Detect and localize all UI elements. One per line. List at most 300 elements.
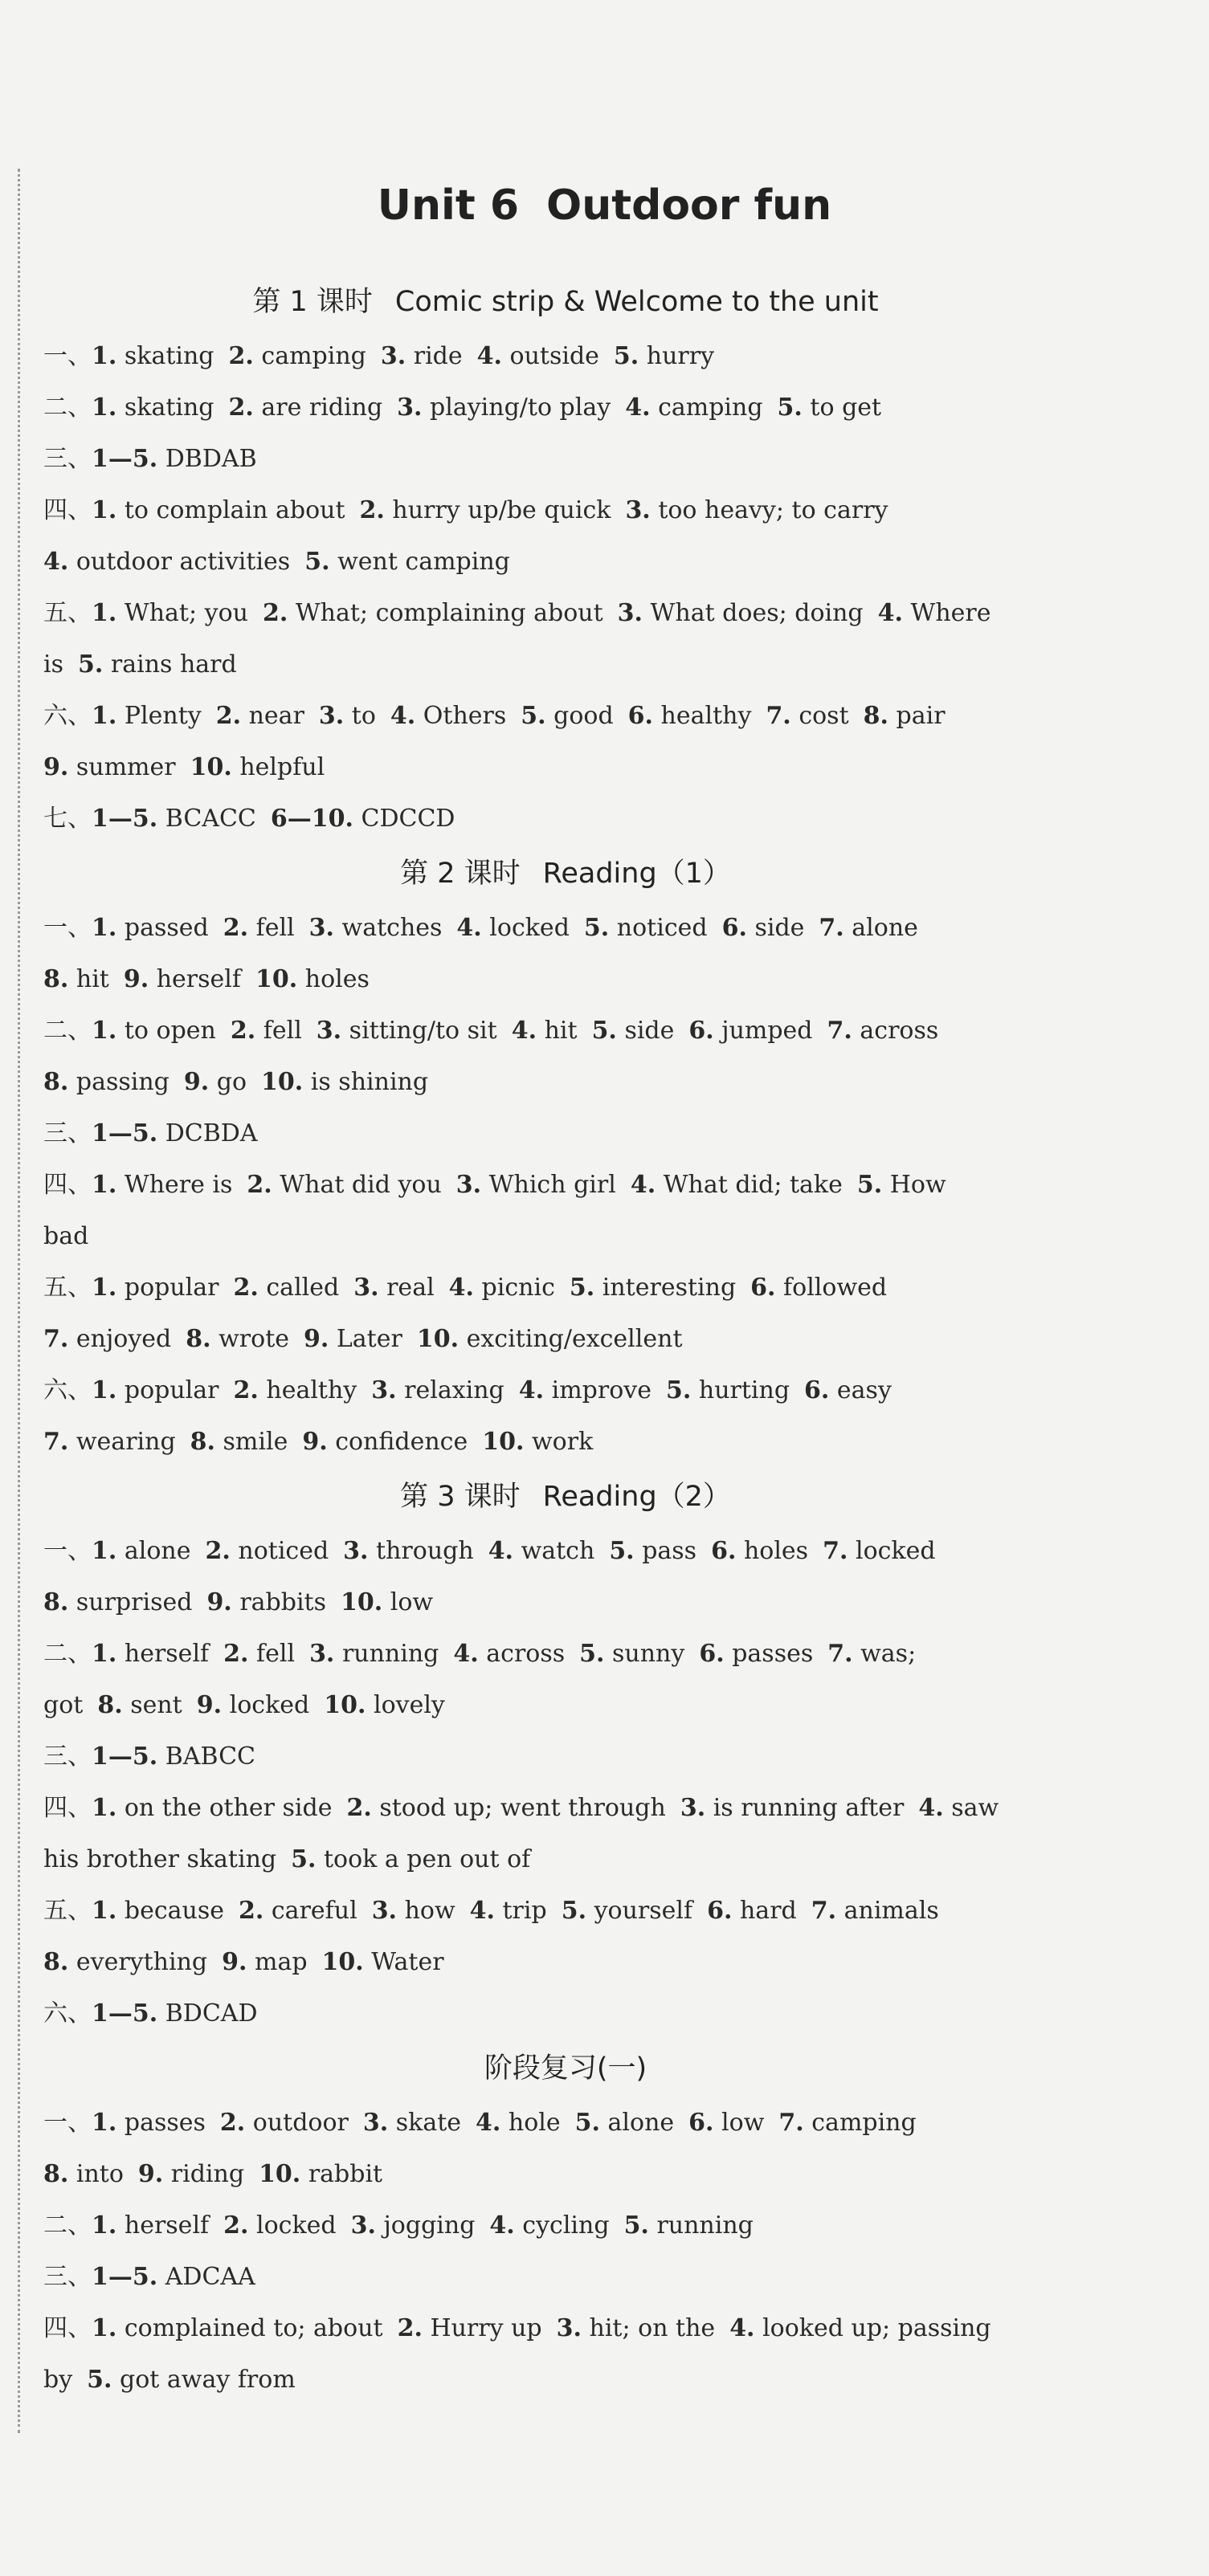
binding-dotted-line [18,169,20,2433]
answer-text: popular [124,1376,219,1404]
item-number: 2. [346,1794,372,1822]
answer-line [43,485,1088,536]
question-group-label: 七、 [43,805,92,833]
item-number: 1. [92,1171,117,1199]
question-group-label: 四、 [43,496,92,524]
answer-text: Which girl [488,1171,616,1199]
item-number: 6. [688,1017,714,1045]
answer-text: holes [743,1537,809,1565]
item-number: 5. [87,2366,112,2394]
item-number: 5. [613,342,639,370]
answer-text: hurry [646,342,715,370]
item-number: 3. [617,599,643,627]
item-number: 10. [324,1691,366,1719]
item-number: 2. [215,702,242,730]
answer-line [43,1937,1088,1988]
item-number: 1. [92,702,117,730]
answer-text: popular [124,1274,219,1302]
answer-line [43,1731,1088,1783]
answer-text: DCBDA [165,1119,258,1147]
answer-text: is running after [713,1794,905,1822]
item-number: 10. [190,753,232,781]
item-number: 9. [206,1588,232,1616]
item-number: 4. [625,393,651,422]
answer-line [43,742,1088,793]
answer-text: looked up; passing [762,2314,991,2342]
item-number: 9. [123,965,149,993]
answer-text: surprised [76,1588,193,1616]
section-heading-cn: 第 2 课时 [400,858,521,890]
answer-text: herself [124,1640,210,1668]
item-number: 3. [308,914,334,942]
item-number: 5. [291,1845,317,1873]
answer-text: his brother skating [43,1845,277,1873]
answer-text: skating [124,342,214,370]
answer-text: ADCAA [165,2263,255,2291]
answer-text: Others [423,702,507,730]
item-number: 3. [350,2211,376,2240]
item-number: 1. [92,1376,117,1404]
item-number: 9. [304,1325,329,1353]
answer-text: alone [607,2109,675,2137]
answer-text: side [754,914,805,942]
question-group-label: 二、 [43,1640,92,1668]
section-heading [43,273,1088,331]
answer-text: hard [739,1897,797,1925]
question-group-label: 二、 [43,1017,92,1045]
answer-text: exciting/excellent [466,1325,683,1353]
section-heading-cn: 第 1 课时 [252,286,373,318]
answer-text: How [889,1171,946,1199]
answer-line [43,1262,1088,1314]
answer-line [43,691,1088,742]
item-number: 1. [92,1794,117,1822]
answer-text: herself [124,2211,210,2240]
answer-text: helpful [239,753,325,781]
answer-text: BCACC [165,805,256,833]
answer-text: jogging [383,2211,476,2240]
item-number: 3. [309,1640,335,1668]
answer-text: riding [170,2160,245,2188]
answer-text: holes [304,965,370,993]
item-number: 1—5. [92,1999,158,2028]
item-number: 5. [666,1376,692,1404]
item-number: 4. [456,914,482,942]
item-number: 1. [92,1274,117,1302]
item-number: 3. [680,1794,706,1822]
item-number: 3. [318,702,345,730]
answer-text: hurting [698,1376,790,1404]
answer-text: Later [336,1325,402,1353]
answer-text: through [376,1537,474,1565]
item-number: 8. [190,1428,215,1456]
item-number: 8. [863,702,888,730]
answer-text: Where is [124,1171,233,1199]
item-number: 2. [223,914,249,942]
answer-line [43,1628,1088,1680]
answer-text: trip [502,1897,547,1925]
section-heading-cn: 阶段复习(一) [484,2052,647,2085]
answer-line [43,2097,1088,2149]
answer-text: passing [76,1068,170,1096]
item-number: 1. [92,393,117,422]
question-group-label: 二、 [43,2211,92,2240]
item-number: 10. [259,2160,301,2188]
answer-text: took a pen out of [323,1845,531,1873]
answer-line [43,903,1088,954]
unit-title [0,181,1209,230]
item-number: 7. [811,1897,837,1925]
answer-text: to open [124,1017,216,1045]
item-number: 3. [353,1274,379,1302]
answer-text: rabbits [239,1588,326,1616]
answer-text: real [386,1274,435,1302]
answer-line [43,382,1088,434]
answer-text: too heavy; to carry [658,496,888,524]
item-number: 2. [223,2211,249,2240]
answer-line [43,1314,1088,1365]
answer-text: running [656,2211,754,2240]
question-group-label: 一、 [43,2109,92,2137]
answer-text: DBDAB [165,445,257,473]
answer-text: to [351,702,376,730]
answer-text: on the other side [124,1794,333,1822]
answer-text: went camping [337,548,510,576]
item-number: 4. [489,2211,515,2240]
answer-text: yourself [594,1897,693,1925]
answer-text: healthy [266,1376,357,1404]
item-number: 8. [97,1691,123,1719]
item-number: 10. [482,1428,525,1456]
item-number: 2. [228,342,254,370]
answer-text: locked [855,1537,936,1565]
answer-text: pass [642,1537,697,1565]
answer-text: herself [156,965,241,993]
item-number: 4. [630,1171,656,1199]
item-number: 2. [397,2314,423,2342]
item-number: 2. [205,1537,231,1565]
answer-text: outdoor [252,2109,349,2137]
item-number: 10. [341,1588,383,1616]
answer-text: playing/to play [430,393,611,422]
question-group-label: 一、 [43,914,92,942]
question-group-label: 五、 [43,1897,92,1925]
item-number: 4. [453,1640,479,1668]
item-number: 3. [343,1537,369,1565]
item-number: 4. [729,2314,755,2342]
answer-text: camping [658,393,763,422]
question-group-label: 六、 [43,1999,92,2028]
item-number: 9. [43,753,69,781]
answer-line [43,588,1088,639]
answer-text: alone [124,1537,191,1565]
item-number: 7. [827,1640,853,1668]
item-number: 6. [707,1897,733,1925]
item-number: 2. [262,599,288,627]
item-number: 8. [43,1068,69,1096]
answer-line [43,536,1088,588]
answer-line [43,793,1088,845]
item-number: 1. [92,1537,117,1565]
answer-text: stood up; went through [379,1794,666,1822]
answer-text: saw [951,1794,999,1822]
answer-text: alone [852,914,918,942]
answer-text: What did; take [663,1171,843,1199]
item-number: 5. [304,548,330,576]
item-number: 7. [819,914,844,942]
answer-text: healthy [660,702,752,730]
answer-text: What; you [124,599,248,627]
item-number: 5. [777,393,803,422]
section-heading-en: Reading（2） [542,1481,731,1513]
section-heading-en: Comic strip & Welcome to the unit [394,286,879,318]
answer-text: ride [413,342,463,370]
answer-line [43,1988,1088,2040]
answer-text: locked [256,2211,337,2240]
item-number: 4. [476,2109,501,2137]
item-number: 2. [219,2109,246,2137]
answer-text: map [255,1948,308,1976]
answer-text: outside [509,342,599,370]
answer-text: hit [76,965,109,993]
item-number: 9. [137,2160,164,2188]
answer-text: smile [223,1428,288,1456]
item-number: 4. [43,548,69,576]
answer-text: running [341,1640,439,1668]
answer-text: good [553,702,614,730]
answer-text: interesting [602,1274,737,1302]
answer-text: Hurry up [430,2314,542,2342]
item-number: 5. [561,1897,587,1925]
item-number: 9. [222,1948,247,1976]
item-number: 7. [43,1428,69,1456]
item-number: 1—5. [92,445,158,473]
answer-text: pair [896,702,946,730]
item-number: 6. [750,1274,776,1302]
question-group-label: 一、 [43,342,92,370]
answer-text: animals [843,1897,939,1925]
item-number: 1. [92,2109,117,2137]
answer-text: is [43,650,63,679]
answer-line [43,954,1088,1005]
answer-text: fell [256,1640,296,1668]
answer-text: locked [489,914,570,942]
item-number: 1—5. [92,2263,158,2291]
question-group-label: 三、 [43,1742,92,1771]
question-group-label: 三、 [43,1119,92,1147]
answer-text: locked [229,1691,310,1719]
item-number: 6. [711,1537,737,1565]
item-number: 2. [223,1640,249,1668]
item-number: 3. [362,2109,389,2137]
answer-text: cost [799,702,849,730]
answer-line [43,1365,1088,1416]
item-number: 2. [359,496,385,524]
item-number: 6. [721,914,747,942]
item-number: 1. [92,599,117,627]
answer-text: relaxing [404,1376,504,1404]
item-number: 4. [476,342,502,370]
section-heading [43,2040,1088,2097]
answer-text: CDCCD [361,805,455,833]
answer-line [43,639,1088,691]
item-number: 4. [448,1274,474,1302]
item-number: 10. [261,1068,304,1096]
item-number: 10. [416,1325,460,1353]
item-number: 6. [804,1376,830,1404]
answer-text: rabbit [308,2160,383,2188]
answer-text: rains hard [110,650,237,679]
item-number: 5. [623,2211,649,2240]
answer-text: passed [124,914,209,942]
answer-text: watch [521,1537,595,1565]
answer-text: skating [124,393,214,422]
answer-text: is shining [310,1068,429,1096]
answer-text: outdoor activities [76,548,291,576]
unit-number: Unit 6 [377,181,520,230]
answer-line [43,1577,1088,1628]
answer-text: What does; doing [650,599,864,627]
answer-text: followed [783,1274,888,1302]
answer-line [43,2252,1088,2303]
answer-text: passes [732,1640,814,1668]
answer-text: across [486,1640,566,1668]
answer-text: jumped [721,1017,813,1045]
item-number: 1. [92,2314,117,2342]
question-group-label: 四、 [43,1171,92,1199]
section-heading [43,845,1088,903]
item-number: 8. [186,1325,211,1353]
item-number: 7. [766,702,791,730]
answer-line [43,1108,1088,1160]
answer-text: are riding [261,393,383,422]
answer-line [43,2149,1088,2200]
answer-text: camping [811,2109,917,2137]
question-group-label: 三、 [43,445,92,473]
answer-text: BDCAD [165,1999,258,2028]
answer-text: improve [551,1376,651,1404]
question-group-label: 六、 [43,1376,92,1404]
item-number: 6—10. [270,805,353,833]
item-number: 1. [92,1897,117,1925]
answer-line [43,1160,1088,1211]
answer-text: go [216,1068,247,1096]
item-number: 2. [239,1897,264,1925]
answer-line [43,1680,1088,1731]
item-number: 7. [778,2109,804,2137]
item-number: 4. [390,702,416,730]
item-number: 5. [521,702,546,730]
answer-text: hurry up/be quick [392,496,611,524]
answer-text: hole [508,2109,561,2137]
answer-text: wrote [219,1325,289,1353]
answer-text: fell [263,1017,302,1045]
item-number: 5. [569,1274,595,1302]
answer-text: sent [130,1691,182,1719]
item-number: 2. [233,1274,259,1302]
answer-line [43,1783,1088,1834]
item-number: 3. [316,1017,342,1045]
answer-text: sunny [612,1640,685,1668]
item-number: 4. [918,1794,944,1822]
item-number: 6. [688,2109,714,2137]
answer-text: complained to; about [124,2314,383,2342]
answer-text: confidence [335,1428,468,1456]
item-number: 1. [92,342,117,370]
item-number: 8. [43,1588,69,1616]
answer-line [43,2354,1088,2406]
question-group-label: 一、 [43,1537,92,1565]
answer-text: hit [544,1017,578,1045]
answer-text: camping [261,342,366,370]
answer-text: to complain about [124,496,345,524]
answer-text: to get [810,393,882,422]
answer-text: near [248,702,304,730]
answer-text: wearing [76,1428,176,1456]
question-group-label: 六、 [43,702,92,730]
item-number: 5. [574,2109,600,2137]
question-group-label: 五、 [43,1274,92,1302]
item-number: 8. [43,1948,69,1976]
item-number: 1. [92,2211,117,2240]
answer-line [43,1005,1088,1057]
item-number: 9. [196,1691,223,1719]
item-number: 7. [823,1537,848,1565]
item-number: 10. [255,965,298,993]
answer-text: bad [43,1222,89,1250]
item-number: 1—5. [92,1742,158,1771]
answer-text: picnic [481,1274,555,1302]
answer-text: What; complaining about [295,599,603,627]
item-number: 5. [609,1537,635,1565]
answer-text: into [76,2160,124,2188]
answer-text: side [624,1017,675,1045]
answer-line [43,331,1088,382]
item-number: 9. [183,1068,210,1096]
answer-text: got away from [120,2366,296,2394]
section-heading-en: Reading（1） [542,858,731,890]
answer-line [43,1885,1088,1937]
item-number: 8. [43,965,69,993]
answer-text: What did you [280,1171,442,1199]
item-number: 9. [302,1428,328,1456]
question-group-label: 四、 [43,1794,92,1822]
answer-text: summer [76,753,176,781]
answer-text: careful [271,1897,357,1925]
answer-text: Water [371,1948,444,1976]
item-number: 7. [43,1325,69,1353]
item-number: 5. [591,1017,617,1045]
answer-text: low [390,1588,434,1616]
item-number: 6. [627,702,653,730]
section-heading-cn: 第 3 课时 [400,1481,521,1513]
item-number: 4. [469,1897,495,1925]
item-number: 3. [371,1376,397,1404]
section-heading [43,1468,1088,1526]
answer-text: Where [910,599,991,627]
item-number: 6. [699,1640,725,1668]
question-group-label: 四、 [43,2314,92,2342]
item-number: 5. [856,1171,883,1199]
question-group-label: 五、 [43,599,92,627]
item-number: 1—5. [92,805,158,833]
item-number: 10. [321,1948,364,1976]
item-number: 4. [511,1017,537,1045]
answer-text: work [531,1428,594,1456]
answer-text: enjoyed [76,1325,172,1353]
item-number: 3. [625,496,651,524]
answer-text: how [404,1897,455,1925]
